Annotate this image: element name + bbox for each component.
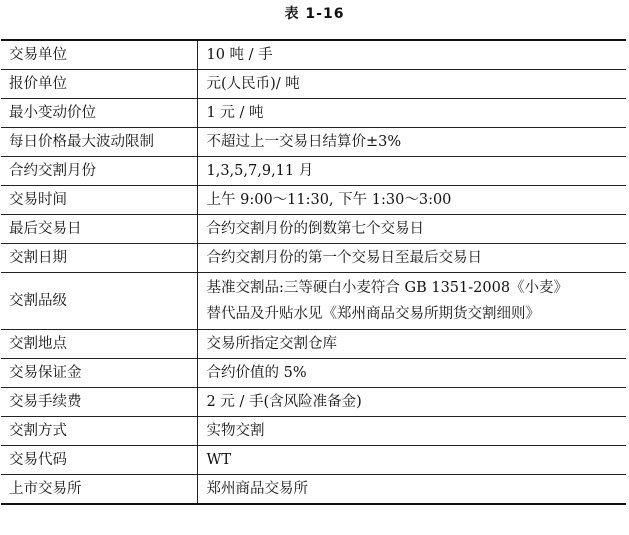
table-row bbox=[1, 215, 626, 244]
row-label: 合约交割月份 bbox=[1, 157, 197, 186]
row-value: 合约交割月份的第一个交易日至最后交易日 bbox=[197, 244, 626, 273]
row-value: 合约价值的 5% bbox=[197, 359, 626, 388]
row-value: 上午 9:00～11:30, 下午 1:30～3:00 bbox=[197, 186, 626, 215]
row-label: 上市交易所 bbox=[1, 475, 197, 505]
row-value-line: 基准交割品:三等硬白小麦符合 GB 1351-2008《小麦》 bbox=[206, 280, 569, 296]
table-row bbox=[1, 388, 626, 417]
row-value: 合约交割月份的倒数第七个交易日 bbox=[197, 215, 626, 244]
row-label: 交易时间 bbox=[1, 186, 197, 215]
table-row bbox=[1, 70, 626, 99]
table-row bbox=[1, 128, 626, 157]
table-row bbox=[1, 273, 626, 330]
row-label: 交割日期 bbox=[1, 244, 197, 273]
row-label: 交易保证金 bbox=[1, 359, 197, 388]
row-label: 每日价格最大波动限制 bbox=[1, 128, 197, 157]
table-caption: 表 1-16 bbox=[284, 6, 345, 22]
row-value bbox=[197, 273, 626, 330]
row-value: 实物交割 bbox=[197, 417, 626, 446]
row-label: 交易手续费 bbox=[1, 388, 197, 417]
row-value: 郑州商品交易所 bbox=[197, 475, 626, 505]
row-value: 1,3,5,7,9,11 月 bbox=[197, 157, 626, 186]
table-row bbox=[1, 186, 626, 215]
row-label: 交割方式 bbox=[1, 417, 197, 446]
table-row bbox=[1, 244, 626, 273]
row-label: 最后交易日 bbox=[1, 215, 197, 244]
row-label: 交易单位 bbox=[1, 40, 197, 70]
row-value-line: 替代品及升贴水见《郑州商品交易所期货交割细则》 bbox=[206, 306, 540, 322]
table-row bbox=[1, 446, 626, 475]
row-value: 1 元 / 吨 bbox=[197, 99, 626, 128]
row-value: WT bbox=[197, 446, 626, 475]
table-row bbox=[1, 417, 626, 446]
row-value: 不超过上一交易日结算价±3% bbox=[197, 128, 626, 157]
contract-spec-table bbox=[1, 39, 626, 505]
row-value: 10 吨 / 手 bbox=[197, 40, 626, 70]
row-label: 交割品级 bbox=[1, 273, 197, 330]
row-label: 交易代码 bbox=[1, 446, 197, 475]
row-label: 最小变动价位 bbox=[1, 99, 197, 128]
table-row bbox=[1, 40, 626, 70]
table-row bbox=[1, 359, 626, 388]
table-row bbox=[1, 157, 626, 186]
row-label: 报价单位 bbox=[1, 70, 197, 99]
row-value: 2 元 / 手(含风险准备金) bbox=[197, 388, 626, 417]
table-row bbox=[1, 475, 626, 505]
table-row bbox=[1, 99, 626, 128]
row-value: 元(人民币)/ 吨 bbox=[197, 70, 626, 99]
row-value: 交易所指定交割仓库 bbox=[197, 330, 626, 359]
table-row bbox=[1, 330, 626, 359]
row-label: 交割地点 bbox=[1, 330, 197, 359]
